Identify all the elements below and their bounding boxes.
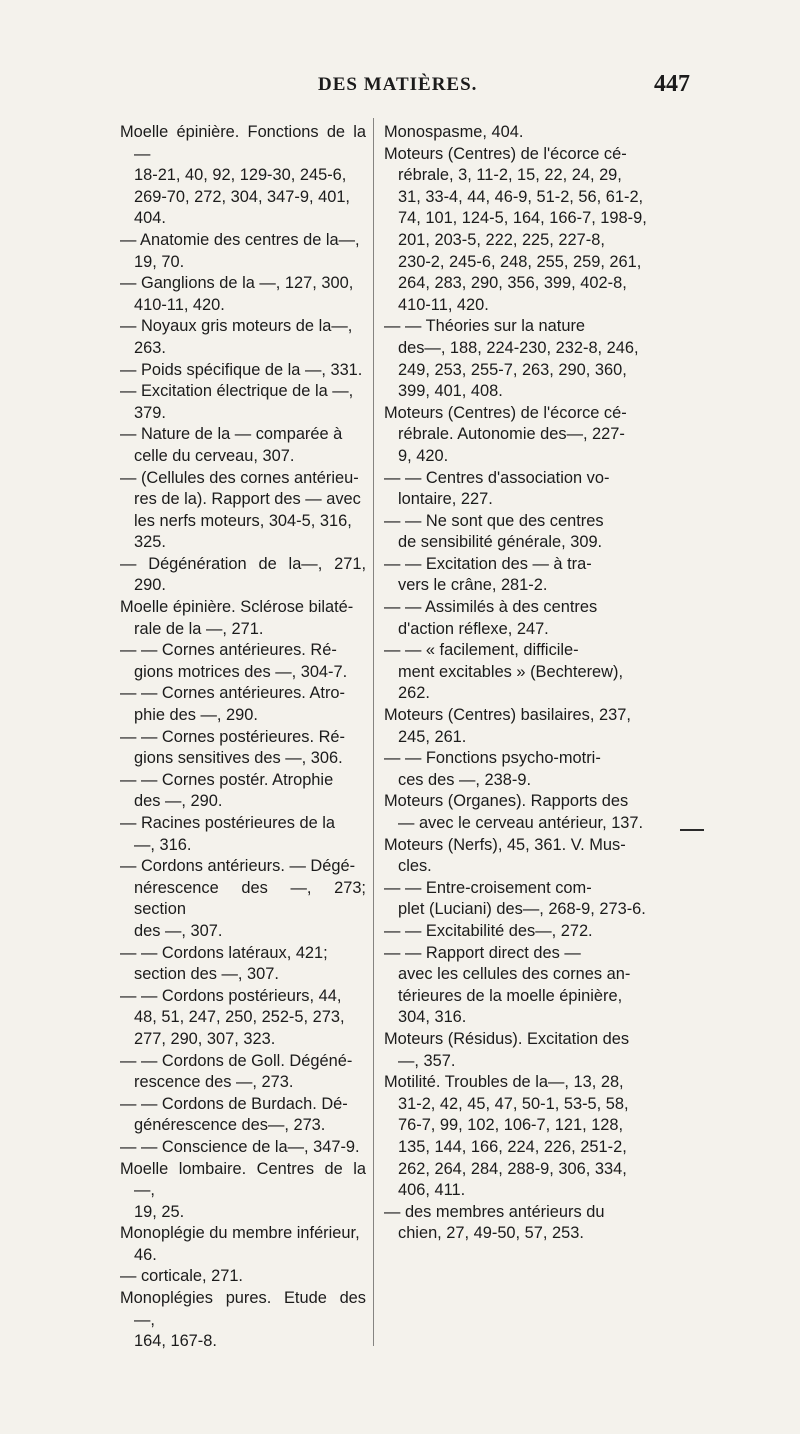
running-head bbox=[0, 71, 800, 104]
index-entry: Moteurs (Nerfs), 45, 361. V. Mus- cles. bbox=[384, 835, 626, 876]
index-entry: — Dégénération de la—, 271, 290. bbox=[120, 554, 366, 595]
index-entry: — — Cornes antérieures. Ré- gions motrices des —, 304-7. bbox=[120, 641, 348, 681]
index-entry: — Anatomie des centres de la—, 19, 70. bbox=[120, 230, 360, 271]
index-entry: — Excitation électrique de la —, 379. bbox=[120, 382, 354, 422]
index-entry: — — Cornes antérieures. Atro- phie des —, 290. bbox=[120, 684, 346, 725]
index-entry: — — Cordons de Burdach. Dé- générescence des—, 273. bbox=[120, 1094, 348, 1135]
index-entry: — Noyaux gris moteurs de la—, 263. bbox=[120, 317, 353, 357]
index-entry: — — Fonctions psycho-motri- ces des —, 238-9. bbox=[384, 749, 601, 789]
column-divider bbox=[373, 118, 374, 1346]
index-entry: Motilité. Troubles de la—, 13, 28, 31-2, 42, 45, 47, 50-1, 53-5, 58, 76-7, 99, 102, 106-7, 121, 128, 135, 144, 166, 224, 226, 251-2, 262, 264, 284, 288-9, 306, 334, 406, 411. bbox=[384, 1073, 629, 1200]
index-entry: — — Excitabilité des—, 272. bbox=[384, 921, 593, 940]
index-entry: Moteurs (Centres) de l'écorce cé- rébrale. Autonomie des—, 227- 9, 420. bbox=[384, 403, 627, 465]
index-entry: — — Conscience de la—, 347-9. bbox=[120, 1137, 360, 1156]
index-entry: Moteurs (Résidus). Excitation des —, 357. bbox=[384, 1029, 630, 1070]
index-entry: — (Cellules des cornes antérieu- res de la). Rapport des — avec les nerfs moteurs, 304-5, 316, 325. bbox=[120, 468, 361, 552]
index-entry: — — Théories sur la nature des—, 188, 224-230, 232-8, 246, 249, 253, 255-7, 263, 290, 360, 399, 401, 408. bbox=[384, 317, 639, 401]
index-column-right bbox=[384, 122, 656, 1245]
index-entry: Moelle lombaire. Centres de la —, 19, 25. bbox=[120, 1159, 366, 1221]
index-entry: — — Cornes postér. Atrophie des —, 290. bbox=[120, 770, 334, 811]
index-entry: Monoplégies pures. Etude des —, 164, 167-8. bbox=[120, 1289, 366, 1351]
index-entry: — — « facilement, difficile- ment excitables » (Bechterew), 262. bbox=[384, 641, 624, 703]
index-entry: — — Cordons postérieurs, 44, 48, 51, 247, 250, 252-5, 273, 277, 290, 307, 323. bbox=[120, 986, 345, 1048]
index-column-left bbox=[120, 122, 366, 1353]
index-entry: — — Excitation des — à tra- vers le crâne, 281-2. bbox=[384, 554, 592, 595]
index-entry: — — Cordons de Goll. Dégéné- rescence des —, 273. bbox=[120, 1051, 353, 1092]
index-entry: — Ganglions de la —, 127, 300, 410-11, 420. bbox=[120, 274, 354, 314]
index-entry: — des membres antérieurs du chien, 27, 49-50, 57, 253. bbox=[384, 1202, 605, 1243]
margin-mark bbox=[680, 829, 704, 831]
index-entry: Moelle épinière. Sclérose bilaté- rale de la —, 271. bbox=[120, 598, 354, 638]
index-entry: Moelle épinière. Fonctions de la— 18-21, 40, 92, 129-30, 245-6, 269-70, 272, 304, 347-9, 401, 404. bbox=[120, 123, 366, 228]
index-entry: — — Cordons latéraux, 421; section des —, 307. bbox=[120, 943, 328, 984]
page-number: 447 bbox=[654, 71, 690, 97]
index-entry: — Racines postérieures de la —, 316. bbox=[120, 814, 336, 854]
index-entry: — corticale, 271. bbox=[120, 1267, 243, 1286]
index-entry: — — Ne sont que des centres de sensibilité générale, 309. bbox=[384, 511, 604, 552]
index-entry: — Cordons antérieurs. — Dégé- nérescence des —, 273; section des —, 307. bbox=[120, 857, 366, 940]
index-entry: — — Centres d'association vo- lontaire, 227. bbox=[384, 468, 610, 509]
index-entry: Monospasme, 404. bbox=[384, 123, 524, 141]
index-entry: — — Rapport direct des — avec les cellules des cornes an- térieures de la moelle épinière, 304, 316. bbox=[384, 943, 631, 1027]
index-entry: Moteurs (Organes). Rapports des — avec le cerveau antérieur, 137. bbox=[384, 792, 644, 832]
index-entry: — — Entre-croisement com- plet (Luciani) des—, 268-9, 273-6. bbox=[384, 878, 646, 919]
index-entry: Monoplégie du membre inférieur, 46. bbox=[120, 1224, 360, 1264]
index-entry: — — Assimilés à des centres d'action réflexe, 247. bbox=[384, 598, 598, 638]
index-entry: Moteurs (Centres) de l'écorce cé- rébrale, 3, 11-2, 15, 22, 24, 29, 31, 33-4, 44, 46-9, 51-2, 56, 61-2, 74, 101, 124-5, 164, 166-7, 198-9, 201, 203-5, 222, 225, 227-8, 230-2, 245-6, 248, 255, 259, 261, 264, 283, 290, 356, 399, 402-8, 410-11, 420. bbox=[384, 144, 647, 314]
running-title: DES MATIÈRES. bbox=[318, 74, 478, 95]
index-entry: Moteurs (Centres) basilaires, 237, 245, 261. bbox=[384, 706, 631, 746]
index-entry: — Poids spécifique de la —, 331. bbox=[120, 360, 363, 379]
index-entry: — — Cornes postérieures. Ré- gions sensitives des —, 306. bbox=[120, 727, 345, 768]
index-entry: — Nature de la — comparée à celle du cerveau, 307. bbox=[120, 425, 343, 465]
